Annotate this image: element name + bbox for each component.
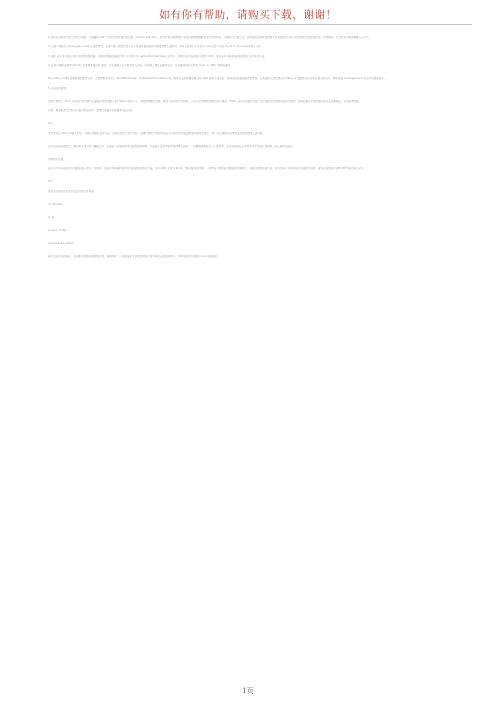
page-header-banner: 如有你有帮助，请购买下载，谢谢！ — [159, 9, 337, 21]
code-line: service sshd restart — [48, 242, 74, 246]
header-divider — [48, 24, 472, 25]
code-line: vi sshd_config — [48, 228, 66, 232]
paragraph: 1.首先在目前用户的主目录下创建一个隐藏的"ssh"子目录并设置相应的权限（chmod 700 .ssh），然后在其中按照用户本来的需要编辑配置文件和密钥对，以便进行公钥认证，或者直接在服务端的相关位置放置对应的公钥以便以后登录时使用，这样登录一台主机就不再需要输入口令了。 — [48, 36, 372, 39]
code-line: cd /etc/ssh/ — [48, 202, 63, 206]
example-label: 例 2 — [48, 180, 53, 184]
paragraph: 注意：修改配置文件前应先备份原始文件，避免因误操作导致服务无法启动。 — [48, 109, 135, 113]
paragraph: 在完成全部设置以后，建议将文档另存为模板文件，以便在今后编写同类文档时直接调用，从而减少重复劳动并保持格式的统一；若模板需要在多人之间共享，应将其存放在公共目录中并设置只读权限，防止被意外修改。 — [48, 144, 296, 148]
section-heading: 页码格式设置。 — [48, 157, 66, 161]
paragraph: 3. 通过 scp 命令将公钥文件复制到服务器，并追加到服务器相应用户主目录下的 .ssh/authorized_keys 文件中，注意该文件的权限应设置为 600，否则 sshd 服务将拒绝使用该文件进行认证。 — [48, 54, 267, 58]
code-line: ls -la — [48, 215, 55, 219]
paragraph: 2. 在客户端执行 ssh-keygen -t rsa 生成密钥对，在提示输入保存位置与口令短语时直接按回车键接受默认值即可，此时会在用户主目录的 .ssh 目录下生成 id_rsa 与 id_rsa.pub 两个文件。 — [48, 45, 264, 49]
paragraph: 本节介绍在 Word 中插入页码、页眉与页脚的基本方法，包括在首页不显示页码、奇偶页使用不同的页眉以及从指定页开始重新编号等常见需求，用户可以根据实际情况灵活组合使用上述功能。 — [48, 131, 266, 135]
paragraph: 首先进入相应的目录并查看当前文件列表： — [48, 189, 97, 193]
page-number: 1页 — [242, 687, 254, 695]
document-body — [48, 36, 448, 265]
paragraph: 4. 在客户端再次使用 ssh 用户名@服务器地址 登录，若无需输入口令即可进入系统，则说明公钥认证配置成功，可以继续进行后续的 "scp" 与 "sftp" 等相关操作。 — [48, 64, 233, 68]
paragraph: 由于各个版本的软件在界面布局上存在一定差异，因此在具体操作时请以实际使用的版本为准。对于 WPS 文字与 Word 之间的兼容性问题，一般情况下常用格式都能够正确显示，但部分特殊的域代码、宏以及嵌入对象可能会出现显示异常，建议在重要场合使用 PDF 格式进行分发。 — [48, 167, 366, 171]
paragraph: 在默认情况下 Word 文档的打印设置可以直接沿用系统默认的打印机与纸张大小，若需要调整页边距、纸张方向或者打印份数，可以在打印预览界面中进行修改。Word 文档中的表格与图片也会按照当前页面布局进行排列，打印前建议先预览确认版式无误再输出，以免浪费纸张。 — [48, 99, 362, 103]
section-heading: 5. 安全相关配置。 — [48, 86, 70, 90]
example-label: 例 1 — [48, 122, 53, 126]
paragraph: 修改完成后保存退出，并重新启动服务使配置生效。如需回滚，只需将备份文件覆盖回原位置并再次重启服务即可。本例中的命令需要以 root 权限执行。 — [48, 255, 221, 259]
paragraph: 其中 sshd_config 是服务端的配置文件，主要参数有 Port、PermitRootLogin、PubkeyAuthentication 等，修改完成后需要重新启动 sshd 服务才能生效；如果出现连接被拒绝的情况，应检查防火墙设置以及 SELinux 策略是否允许相应端口的访问，同时查看 /var/log/secure 日志中的错误信息。 — [48, 77, 387, 81]
